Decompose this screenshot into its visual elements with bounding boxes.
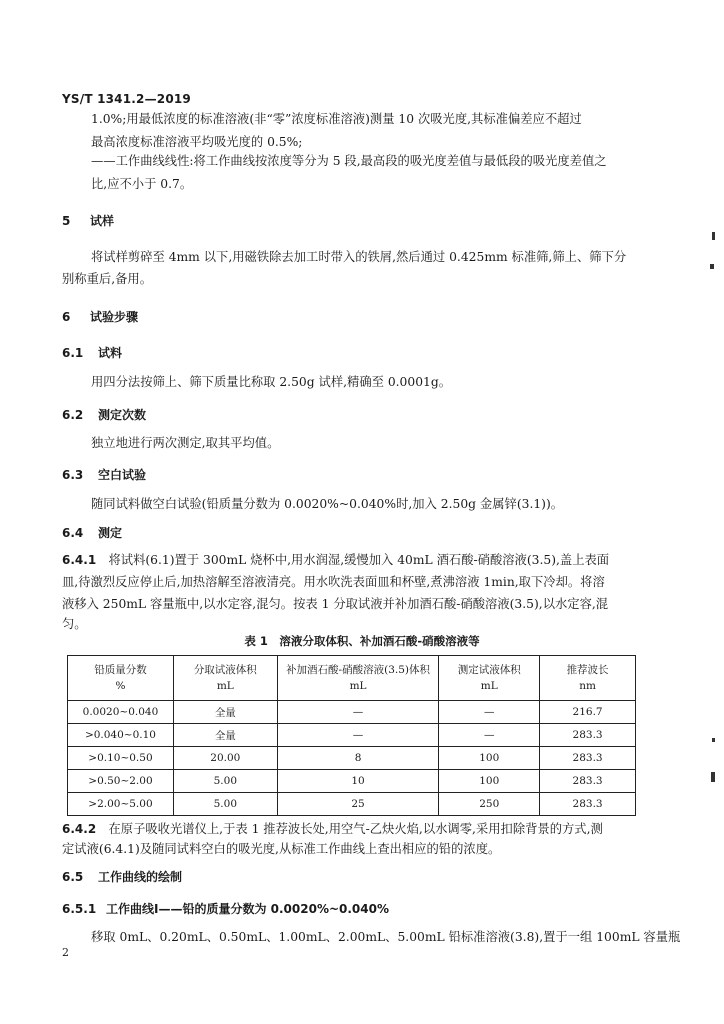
s61-text: 用四分法按筛上、筛下质量比称取 2.50g 试样,精确至 0.0001g。 bbox=[91, 375, 452, 389]
clause-number: 6.4.2 bbox=[62, 822, 97, 836]
s641-line-1 bbox=[62, 549, 609, 572]
header-test-volume: 测定试液体积 mL bbox=[439, 656, 540, 701]
sec5-line-2: 别称重后,备用。 bbox=[62, 272, 152, 286]
clause-text: 在原子吸收光谱仪上,于表 1 推荐波长处,用空气-乙炔火焰,以水调零,采用扣除背景的方式,测 bbox=[108, 822, 603, 836]
section-title: 试样 bbox=[90, 214, 115, 228]
table-cell: 20.00 bbox=[173, 747, 277, 770]
table-cell: 283.3 bbox=[540, 770, 636, 793]
section-number: 6.3 bbox=[62, 468, 84, 482]
table-row bbox=[68, 701, 636, 724]
table-cell: 100 bbox=[439, 770, 540, 793]
intro-line-4: 比,应不小于 0.7。 bbox=[91, 177, 193, 191]
table-cell: — bbox=[277, 724, 439, 747]
section-6-1-heading bbox=[62, 344, 122, 361]
s641-line-2: 皿,待激烈反应停止后,加热溶解至溶液清亮。用水吹洗表面皿和杯壁,煮沸溶液 1min,取下冷却。将溶 bbox=[62, 575, 605, 589]
table-cell: — bbox=[439, 724, 540, 747]
table-cell: >0.10~0.50 bbox=[68, 747, 174, 770]
table-cell: 全量 bbox=[173, 724, 277, 747]
scan-mark bbox=[710, 264, 714, 269]
section-6-5-heading bbox=[62, 868, 182, 885]
s63-text: 随同试料做空白试验(铅质量分数为 0.0020%~0.040%时,加入 2.50g 金属锌(3.1))。 bbox=[91, 497, 564, 511]
header-lead-fraction: 铅质量分数 % bbox=[68, 656, 174, 701]
section-5-heading bbox=[62, 212, 114, 229]
header-wavelength: 推荐波长 nm bbox=[540, 656, 636, 701]
table-cell: 5.00 bbox=[173, 793, 277, 816]
scan-mark bbox=[712, 232, 715, 240]
table-row bbox=[68, 793, 636, 816]
section-title: 试验步骤 bbox=[90, 310, 139, 324]
table-row bbox=[68, 770, 636, 793]
table-cell: 全量 bbox=[173, 701, 277, 724]
header-added-acid-volume: 补加酒石酸-硝酸溶液(3.5)体积 mL bbox=[277, 656, 439, 701]
section-title: 空白试验 bbox=[98, 468, 147, 482]
section-number: 6 bbox=[62, 310, 71, 324]
table-cell: 250 bbox=[439, 793, 540, 816]
last-line: 移取 0mL、0.20mL、0.50mL、1.00mL、2.00mL、5.00mL 铅标准溶液(3.8),置于一组 100mL 容量瓶 bbox=[91, 930, 681, 944]
section-6-2-heading bbox=[62, 406, 146, 423]
table-cell: 283.3 bbox=[540, 793, 636, 816]
table-cell: 10 bbox=[277, 770, 439, 793]
intro-line-2: 最高浓度标准溶液平均吸光度的 0.5%; bbox=[91, 135, 303, 149]
table-cell: >0.50~2.00 bbox=[68, 770, 174, 793]
s641-line-4: 匀。 bbox=[62, 617, 87, 631]
section-number: 6.2 bbox=[62, 408, 84, 422]
intro-line-3: ——工作曲线线性:将工作曲线按浓度等分为 5 段,最高段的吸光度差值与最低段的吸光度差值之 bbox=[91, 154, 607, 168]
scan-mark bbox=[711, 772, 715, 782]
section-number: 5 bbox=[62, 214, 71, 228]
table-cell: 5.00 bbox=[173, 770, 277, 793]
table-cell: 25 bbox=[277, 793, 439, 816]
header-aliquot-volume: 分取试液体积 mL bbox=[173, 656, 277, 701]
table-cell: >0.040~0.10 bbox=[68, 724, 174, 747]
table-cell: 283.3 bbox=[540, 747, 636, 770]
clause-text: 将试料(6.1)置于 300mL 烧杯中,用水润湿,缓慢加入 40mL 酒石酸-硝酸溶液(3.5),盖上表面 bbox=[108, 553, 610, 567]
table-1 bbox=[67, 655, 636, 816]
sec5-line-1: 将试样剪碎至 4mm 以下,用磁铁除去加工时带入的铁屑,然后通过 0.425mm 标准筛,筛上、筛下分 bbox=[91, 250, 627, 264]
section-6-3-heading bbox=[62, 466, 146, 483]
table-row bbox=[68, 724, 636, 747]
table-cell: 100 bbox=[439, 747, 540, 770]
table-header-row bbox=[68, 656, 636, 701]
section-6-4-heading bbox=[62, 524, 122, 541]
s641-line-3: 液移入 250mL 容量瓶中,以水定容,混匀。按表 1 分取试液并补加酒石酸-硝酸溶液(3.5),以水定容,混 bbox=[62, 597, 609, 611]
intro-line-1: 1.0%;用最低浓度的标准溶液(非“零”浓度标准溶液)测量 10 次吸光度,其标准偏差应不超过 bbox=[91, 112, 582, 126]
section-6-heading bbox=[62, 308, 138, 325]
section-6-5-1-heading bbox=[62, 900, 389, 917]
s62-text: 独立地进行两次测定,取其平均值。 bbox=[91, 436, 280, 450]
table-cell: 0.0020~0.040 bbox=[68, 701, 174, 724]
section-title: 试料 bbox=[98, 346, 123, 360]
standard-header: YS/T 1341.2—2019 bbox=[62, 92, 191, 106]
s642-line-2: 定试液(6.4.1)及随同试料空白的吸光度,从标准工作曲线上查出相应的铅的浓度。 bbox=[62, 842, 501, 856]
table-cell: 8 bbox=[277, 747, 439, 770]
section-title: 测定 bbox=[98, 526, 123, 540]
table-1-caption: 表 1 溶液分取体积、补加酒石酸-硝酸溶液等 bbox=[244, 634, 480, 648]
scan-mark bbox=[712, 738, 715, 742]
table-cell: — bbox=[439, 701, 540, 724]
section-number: 6.5.1 bbox=[62, 902, 97, 916]
page-number: 2 bbox=[62, 946, 69, 959]
table-cell: 283.3 bbox=[540, 724, 636, 747]
clause-number: 6.4.1 bbox=[62, 553, 97, 567]
section-number: 6.4 bbox=[62, 526, 84, 540]
section-title: 工作曲线Ⅰ——铅的质量分数为 0.0020%~0.040% bbox=[106, 902, 390, 916]
section-title: 测定次数 bbox=[98, 408, 147, 422]
table-cell: >2.00~5.00 bbox=[68, 793, 174, 816]
table-cell: — bbox=[277, 701, 439, 724]
section-number: 6.5 bbox=[62, 870, 84, 884]
section-number: 6.1 bbox=[62, 346, 84, 360]
table-cell: 216.7 bbox=[540, 701, 636, 724]
section-title: 工作曲线的绘制 bbox=[98, 870, 183, 884]
table-row bbox=[68, 747, 636, 770]
